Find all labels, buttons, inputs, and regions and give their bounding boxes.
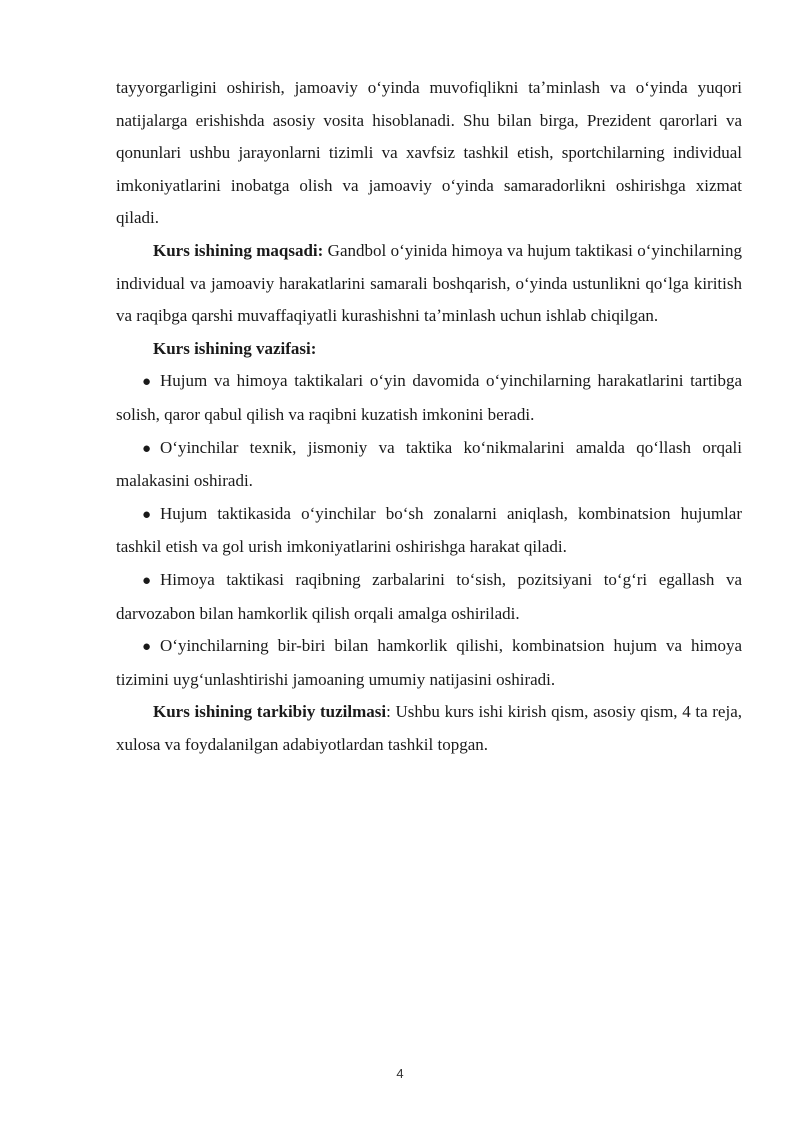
structure-label: Kurs ishining tarkibiy tuzilmasi xyxy=(153,702,387,722)
bullet-dot-icon: ● xyxy=(142,506,152,523)
bullet-dot-icon: ● xyxy=(142,440,152,457)
bullet-item-1 xyxy=(116,365,742,431)
tasks-heading xyxy=(116,333,742,366)
bullet-text-5: Oʻyinchilarning bir-biri bilan hamkorlik qilishi, kombinatsion hujum va himoya tizimini uygʻunlashtirishi jamoaning umumiy natijasini oshiradi. xyxy=(116,636,742,689)
bullet-item-4 xyxy=(116,564,742,630)
bullet-dot-icon: ● xyxy=(142,639,152,656)
tasks-label: Kurs ishining vazifasi: xyxy=(153,338,317,358)
page-number: 4 xyxy=(396,1066,404,1081)
bullet-text-1: Hujum va himoya taktikalari oʻyin davomida oʻyinchilarning harakatlarini tartibga solish, qaror qabul qilish va raqibni kuzatish imkonini beradi. xyxy=(116,371,742,424)
bullet-item-5 xyxy=(116,630,742,696)
bullet-dot-icon: ● xyxy=(142,572,152,589)
bullet-item-2 xyxy=(116,432,742,498)
document-page xyxy=(116,72,742,761)
purpose-label: Kurs ishining maqsadi: xyxy=(153,240,324,260)
purpose-text: Gandbol oʻyinida himoya va hujum taktikasi oʻyinchilarning individual va jamoaviy harakatlarini samarali boshqarish, oʻyinda ustunlikni qoʻlga kiritish va raqibga qarshi muvaffaqiyatli kurashishni taʼminlash uchun ishlab chiqilgan. xyxy=(116,240,742,326)
bullet-text-3: Hujum taktikasida oʻyinchilar boʻsh zonalarni aniqlash, kombinatsion hujumlar tashkil etish va gol urish imkoniyatlarini oshirishga harakat qiladi. xyxy=(116,503,742,557)
structure-paragraph xyxy=(116,696,742,761)
bullet-text-2: Oʻyinchilar texnik, jismoniy va taktika koʻnikmalarini amalda qoʻllash orqali malakasini oshiradi. xyxy=(116,437,742,491)
bullet-text-4: Himoya taktikasi raqibning zarbalarini toʻsish, pozitsiyani toʻgʻri egallash va darvozabon bilan hamkorlik qilish orqali amalga oshiriladi. xyxy=(116,569,742,623)
bullet-dot-icon: ● xyxy=(142,374,152,391)
bullet-item-3 xyxy=(116,498,742,564)
intro-paragraph: tayyorgarligini oshirish, jamoaviy oʻyinda muvofiqlikni taʼminlash va oʻyinda yuqori natijalarga erishishda asosiy vosita hisoblanadi. Shu bilan birga, Prezident qarorlari va qonunlari ushbu jarayonlarni tizimli va xavfsiz tashkil etish, sportchilarning individual imkoniyatlarini inobatga olish va jamoaviy oʻyinda samaradorlikni oshirishga xizmat qiladi. xyxy=(116,78,742,228)
structure-text: : Ushbu kurs ishi kirish qism, asosiy qism, 4 ta reja, xulosa va foydalanilgan adabiyotlardan tashkil topgan. xyxy=(116,702,742,754)
purpose-paragraph xyxy=(116,235,742,333)
